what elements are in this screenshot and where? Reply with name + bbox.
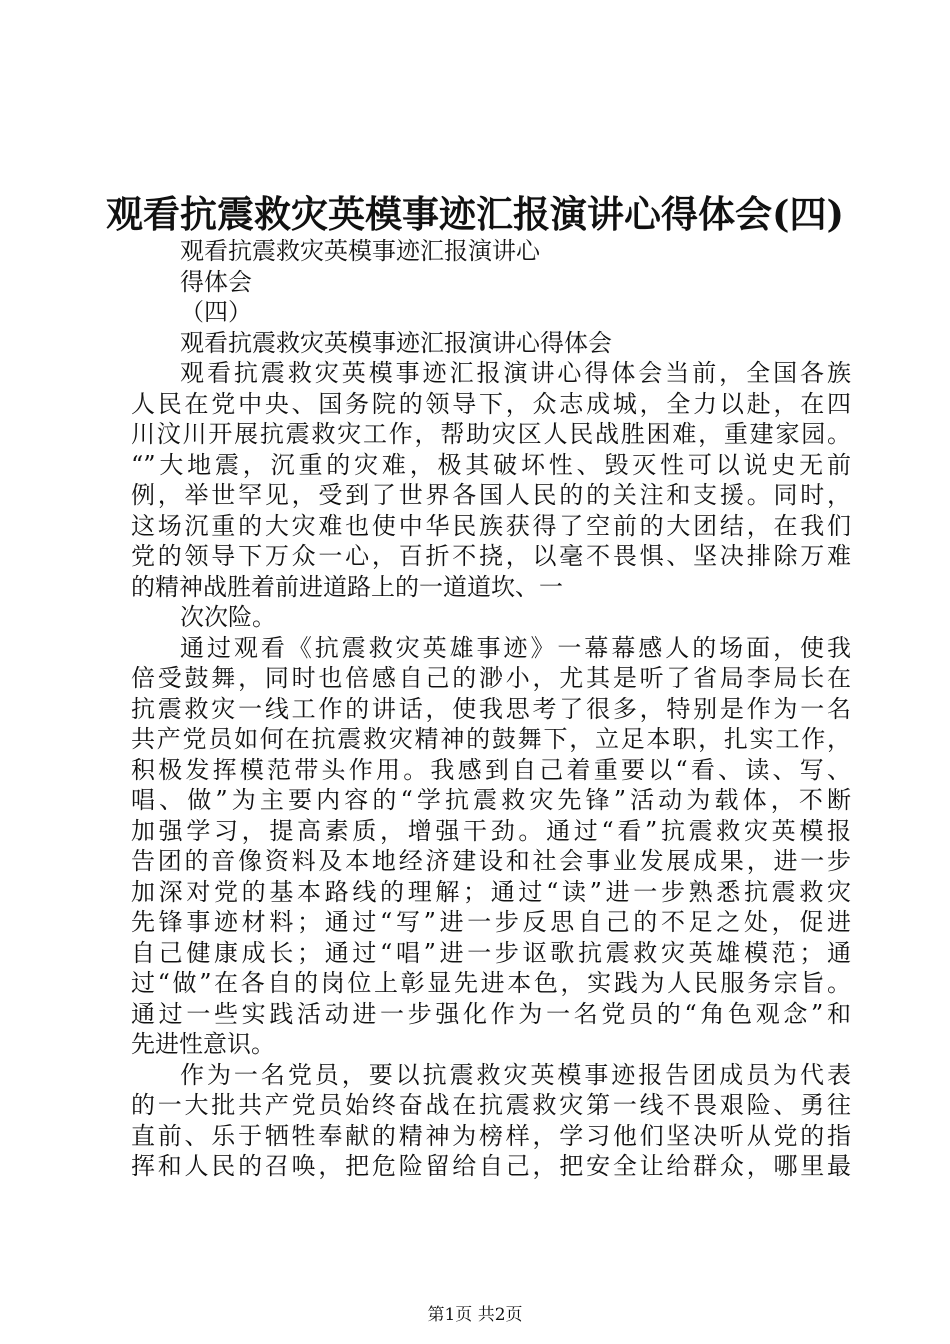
body-line: 先锋事迹材料；通过“写”进一步反思自己的不足之处，促进 [131,908,851,936]
body-line: 观看抗震救灾英模事迹汇报演讲心 [180,237,540,265]
body-line: 自己健康成长；通过“唱”进一步讴歌抗震救灾英雄模范；通 [131,938,851,967]
body-line: 作为一名党员，要以抗震救灾英模事迹报告团成员为代表 [180,1060,851,1089]
body-line: 通过一些实践活动进一步强化作为一名党员的“角色观念”和 [131,999,851,1028]
body-line: 加强学习，提高素质，增强干劲。通过“看”抗震救灾英模报 [131,816,851,845]
body-line: “”大地震，沉重的灾难，极其破坏性、毁灭性可以说史无前 [131,450,851,479]
body-line: 得体会 [180,267,252,296]
body-line: 先进性意识。 [131,1030,275,1058]
body-line: 的精神战胜着前进道路上的一道道坎、一 [131,572,563,601]
body-line: 倍受鼓舞，同时也倍感自己的渺小，尤其是听了省局李局长在 [131,664,851,692]
body-line: 过“做”在各自的岗位上彰显先进本色，实践为人民服务宗旨。 [131,969,851,997]
document-body [131,236,851,1182]
body-line: 川汶川开展抗震救灾工作，帮助灾区人民战胜困难，重建家园。 [131,420,851,448]
body-line: 唱、做”为主要内容的“学抗震救灾先锋”活动为载体，不断 [131,786,851,814]
body-line: 人民在党中央、国务院的领导下，众志成城，全力以赴，在四 [131,389,851,418]
body-line: 告团的音像资料及本地经济建设和社会事业发展成果，进一步 [131,847,851,875]
body-line: 共产党员如何在抗震救灾精神的鼓舞下，立足本职，扎实工作， [131,725,851,753]
body-line: 加深对党的基本路线的理解；通过“读”进一步熟悉抗震救灾 [131,877,851,906]
body-line: 次次险。 [180,603,276,631]
body-line: 观看抗震救灾英模事迹汇报演讲心得体会 [180,328,612,357]
body-line: （四） [180,298,252,326]
body-line: 直前、乐于牺牲奉献的精神为榜样，学习他们坚决听从党的指 [131,1121,851,1150]
body-line: 的一大批共产党员始终奋战在抗震救灾第一线不畏艰险、勇往 [131,1091,851,1119]
document-title: 观看抗震救灾英模事迹汇报演讲心得体会(四) [105,192,844,236]
body-line: 这场沉重的大灾难也使中华民族获得了空前的大团结，在我们 [131,511,851,540]
body-line: 党的领导下万众一心，百折不挠，以毫不畏惧、坚决排除万难 [131,542,851,570]
body-line: 抗震救灾一线工作的讲话，使我思考了很多，特别是作为一名 [131,694,851,723]
body-line: 积极发挥模范带头作用。我感到自己着重要以“看、读、写、 [131,755,851,784]
body-line: 挥和人民的召唤，把危险留给自己，把安全让给群众，哪里最 [131,1152,851,1180]
body-line: 通过观看《抗震救灾英雄事迹》一幕幕感人的场面，使我 [180,633,851,662]
body-line: 例，举世罕见，受到了世界各国人民的的关注和支援。同时， [131,481,851,509]
body-line: 观看抗震救灾英模事迹汇报演讲心得体会当前，全国各族 [180,359,851,387]
page-footer: 第1页 共2页 [427,1305,523,1325]
